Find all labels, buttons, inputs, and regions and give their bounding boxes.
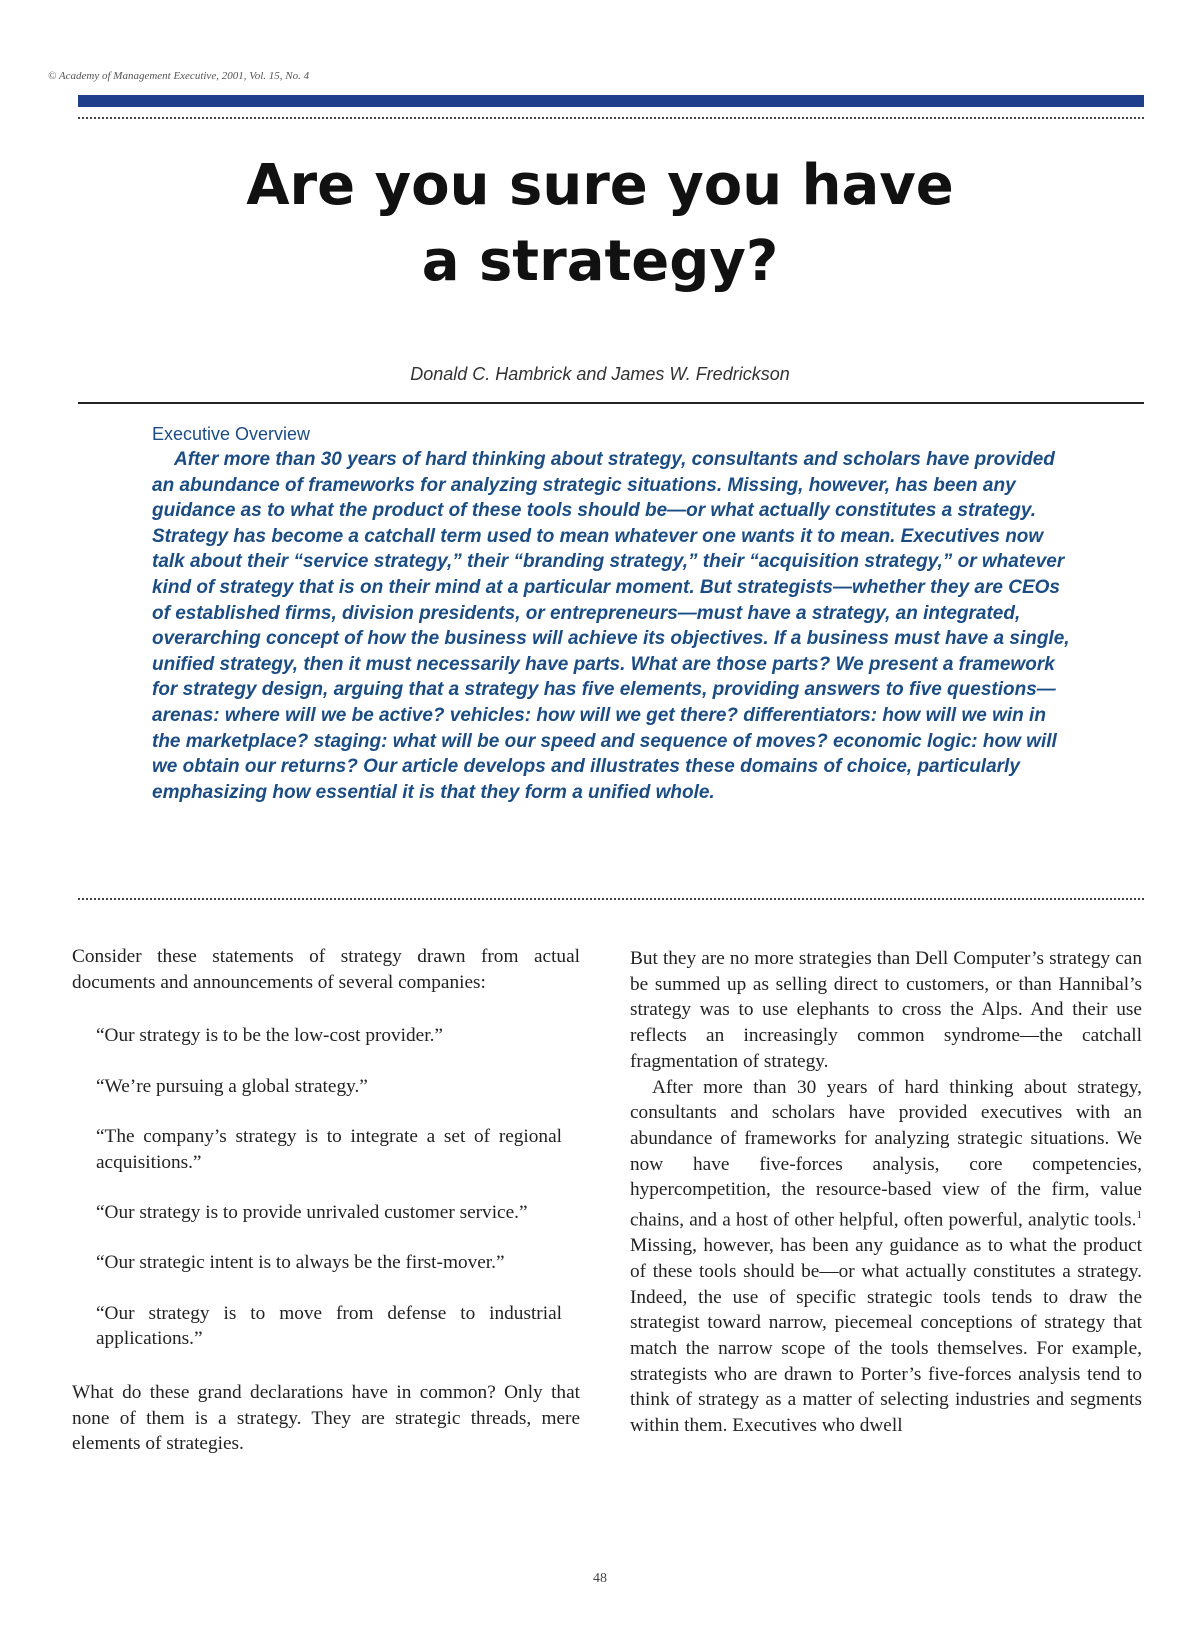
overview-abstract: After more than 30 years of hard thinking about strategy, consultants and scholars have provided an abundance of frameworks for analyzing strategic situations. Missing, however, has been any guidance as to what the product of these tools should be—or what actually constitutes a strategy. Strategy has become a catchall term used to mean whatever one wants it to mean. Executives now talk about their “service strategy,” their “branding strategy,” their “acquisition strategy,” or whatever kind of strategy that is on their mind at a particular moment. But strategists—whether they are CEOs of established firms, division presidents, or entrepreneurs—must have a strategy, an integrated, overarching concept of how the business will achieve its objectives. If a business must have a single, unified strategy, then it must necessarily have parts. What are those parts? We present a framework for strategy design, arguing that a strategy has five elements, providing answers to five questions—arenas: where will we be active? vehicles: how will we get there? differentiators: how will we win in the marketplace? staging: what will be our speed and sequence of moves? economic logic: how will we obtain our returns? Our article develops and illustrates these domains of choice, particularly emphasizing how essential it is that they form a unified whole. [152,449,1070,803]
strategy-quote: “Our strategy is to move from defense to industrial applications.” [96,1302,562,1350]
title-line-1: Are you sure you have [246,153,954,218]
paragraph-2-end: Missing, however, has been any guidance as to what the product of these tools should be—or what actually constitutes a strategy. Indeed, the use of specific strategic tools tends to draw the strategist toward narrow, piecemeal conceptions of strategy that match the narrow scope of the tools themselves. For example, strategists who are drawn to Porter’s five-forces analysis tend to think of strategy as a matter of selecting industries and segments within them. Executives who dwell [630,1235,1142,1437]
article-title [200,148,1000,300]
dotted-divider-top [78,117,1144,119]
author-byline: Donald C. Hambrick and James W. Fredrickson [410,364,790,384]
strategy-quote: “Our strategic intent is to always be the first-mover.” [96,1252,505,1274]
executive-overview [152,424,1072,805]
right-paragraph-1: But they are no more strategies than Dell Computer’s strategy can be summed up as selling direct to customers, or than Hannibal’s strategy was to use elephants to cross the Alps. And their use reflects an increasingly common syndrome—the catchall fragmentation of strategy. [630,948,1142,1072]
body-column-left [72,944,580,1457]
byline-rule [78,402,1144,404]
strategy-quote: “We’re pursuing a global strategy.” [96,1075,368,1097]
header-bar [78,95,1144,107]
strategy-quotes [72,1023,580,1352]
strategy-quote: “Our strategy is to be the low-cost provider.” [96,1025,443,1047]
journal-citation: © Academy of Management Executive, 2001, Vol. 15, No. 4 [48,70,310,82]
intro-paragraph: Consider these statements of strategy drawn from actual documents and announcements of several companies: [72,946,580,993]
strategy-quote: “The company’s strategy is to integrate a set of regional acquisitions.” [96,1126,562,1173]
title-line-2: a strategy? [421,229,779,294]
overview-label: Executive Overview [152,424,311,444]
footnote-reference[interactable]: 1 [1136,1209,1142,1222]
page-number: 48 [593,1571,607,1586]
right-paragraph-2 [630,1075,1142,1439]
paragraph-2-start: After more than 30 years of hard thinking about strategy, consultants and scholars have provided executives with an abundance of frameworks for analyzing strategic situations. We now have five-forces analysis, core competencies, hypercompetition, the resource-based view of the firm, value chains, and a host of other helpful, often powerful, analytic tools. [630,1076,1142,1231]
body-column-right [630,946,1142,1439]
strategy-quote: “Our strategy is to provide unrivaled customer service.” [96,1202,528,1223]
dotted-divider-bottom [78,898,1144,900]
closing-paragraph: What do these grand declarations have in common? Only that none of them is a strategy. They are strategic threads, mere elements of strategies. [72,1382,580,1455]
